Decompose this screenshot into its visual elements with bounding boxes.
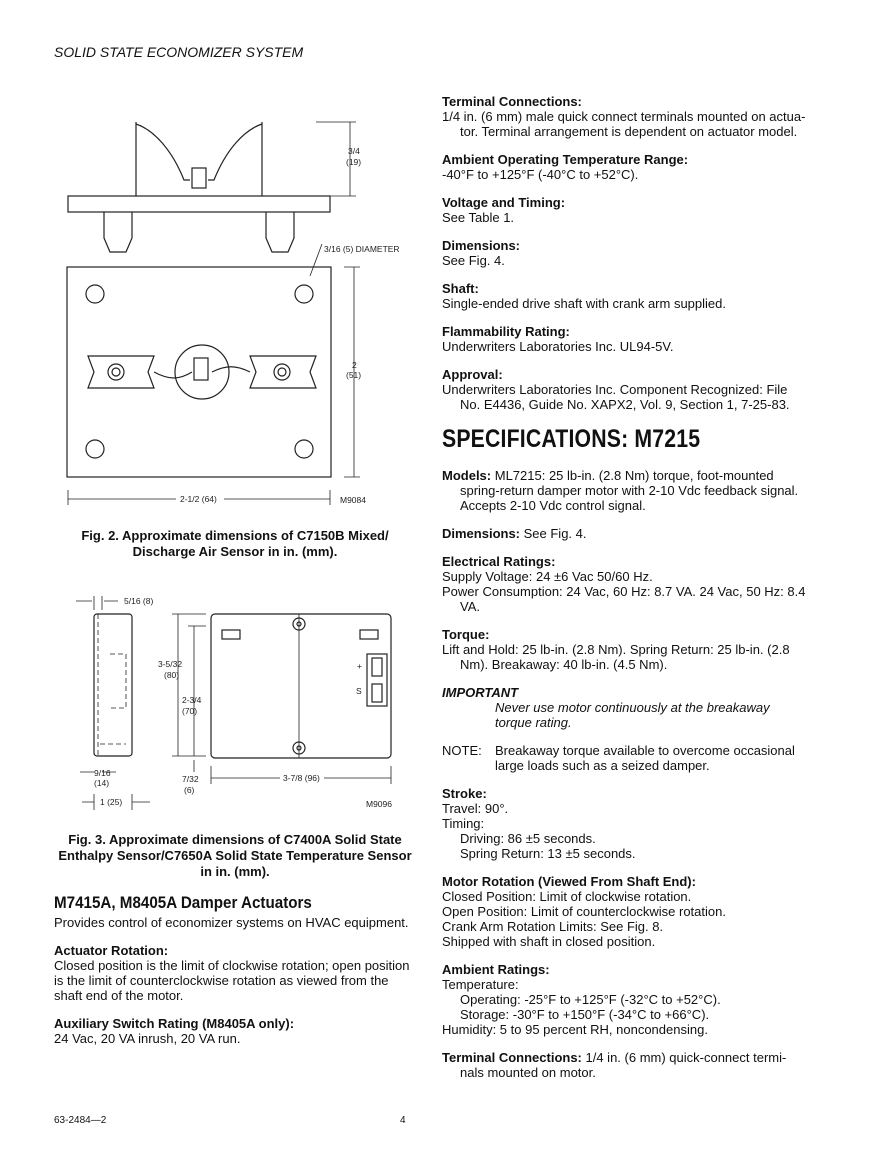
fig3-dim-1: 1 (25) [100, 797, 123, 807]
models-line3: Accepts 2-10 Vdc control signal. [460, 498, 646, 513]
stroke-spring: Spring Return: 13 ±5 seconds. [460, 846, 636, 861]
approval-block [442, 367, 822, 412]
terminal-line1: 1/4 in. (6 mm) male quick connect terminals mounted on actua- [442, 109, 806, 124]
aux-switch-title: Auxiliary Switch Rating (M8405A only): [54, 1016, 295, 1031]
torque-title: Torque: [442, 627, 490, 642]
actuator-rotation-line1: Closed position is the limit of clockwise rotation; open position [54, 958, 410, 973]
fig2-caption [54, 528, 416, 560]
approval-line2: No. E4436, Guide No. XAPX2, Vol. 9, Section 1, 7-25-83. [460, 397, 790, 412]
torque-line2: Nm). Breakaway: 40 lb-in. (4.5 Nm). [460, 657, 668, 672]
important-line1: Never use motor continuously at the breakaway [495, 700, 770, 715]
actuator-rotation-block [54, 943, 416, 1003]
fig3-code: M9096 [366, 799, 392, 809]
electrical-line3: VA. [460, 599, 480, 614]
dimensions2-label: Dimensions: [442, 526, 521, 541]
fig3-dim-3-5-32: 3-5/32 [158, 659, 183, 669]
ambient-ratings-temp: Temperature: [442, 977, 519, 992]
fig2-caption-line1: Fig. 2. Approximate dimensions of C7150B Mixed/ [81, 528, 389, 543]
terminal2-block [442, 1050, 822, 1080]
voltage-block [442, 195, 822, 225]
fig3-dim-5-16: 5/16 (8) [124, 596, 154, 606]
note-label: NOTE: [442, 743, 482, 758]
dimensions2-block [442, 526, 822, 541]
ambient-text: -40°F to +125°F (-40°C to +52°C). [442, 167, 639, 182]
fig2-diagram [54, 110, 416, 510]
ambient-ratings-block [442, 962, 822, 1037]
fig3-dim-7-32: 7/32 [182, 774, 199, 784]
section-title-actuators: M7415A, M8405A Damper Actuators [54, 894, 312, 912]
motor-rotation-line2: Open Position: Limit of counterclockwise rotation. [442, 904, 726, 919]
torque-line1: Lift and Hold: 25 lb-in. (2.8 Nm). Spring Return: 25 lb-in. (2.8 [442, 642, 790, 657]
fig3-caption [54, 832, 416, 880]
aux-switch-block [54, 1016, 416, 1046]
fig2-dim-top-mm: (19) [346, 157, 362, 167]
fig3-dim-3-7-8: 3-7/8 (96) [283, 773, 320, 783]
fig3-caption-line2: Enthalpy Sensor/C7650A Solid State Temperature Sensor [58, 848, 412, 863]
fig2-code: M9084 [340, 495, 366, 505]
motor-rotation-block [442, 874, 822, 949]
flammability-title: Flammability Rating: [442, 324, 570, 339]
actuator-rotation-line2: is the limit of counterclockwise rotation as viewed from the [54, 973, 389, 988]
approval-line1: Underwriters Laboratories Inc. Component Recognized: File [442, 382, 788, 397]
fig3-dim-9-16-mm: (14) [94, 778, 110, 788]
dimensions-title: Dimensions: [442, 238, 521, 253]
terminal-title: Terminal Connections: [442, 94, 582, 109]
fig2-dim-top: 3/4 [348, 146, 360, 156]
specifications-heading: SPECIFICATIONS: M7215 [442, 425, 701, 453]
right-column [442, 94, 822, 1093]
shaft-title: Shaft: [442, 281, 479, 296]
electrical-title: Electrical Ratings: [442, 554, 556, 569]
flammability-block [442, 324, 822, 354]
running-header: SOLID STATE ECONOMIZER SYSTEM [54, 44, 304, 60]
important-label: IMPORTANT [442, 685, 519, 700]
electrical-line2: Power Consumption: 24 Vac, 60 Hz: 8.7 VA. 24 Vac, 50 Hz: 8.4 [442, 584, 806, 599]
terminal2-label: Terminal Connections: [442, 1050, 582, 1065]
electrical-line1: Supply Voltage: 24 ±6 Vac 50/60 Hz. [442, 569, 653, 584]
motor-rotation-line3: Crank Arm Rotation Limits: See Fig. 8. [442, 919, 664, 934]
note-block [442, 743, 822, 773]
ambient-ratings-storage: Storage: -30°F to +150°F (-34°C to +66°C). [460, 1007, 710, 1022]
dimensions-text: See Fig. 4. [442, 253, 505, 268]
page-number: 4 [400, 1115, 406, 1126]
shaft-block [442, 281, 822, 311]
aux-switch-text: 24 Vac, 20 VA inrush, 20 VA run. [54, 1031, 241, 1046]
voltage-text: See Table 1. [442, 210, 515, 225]
ambient-ratings-operating: Operating: -25°F to +125°F (-32°C to +52°C). [460, 992, 721, 1007]
terminal-block [442, 94, 822, 139]
fig2-caption-line2: Discharge Air Sensor in in. (mm). [132, 544, 338, 559]
stroke-travel: Travel: 90°. [442, 801, 509, 816]
ambient-block [442, 152, 822, 182]
stroke-timing: Timing: [442, 816, 485, 831]
terminal2-line1: 1/4 in. (6 mm) quick-connect termi- [581, 1050, 787, 1065]
fig3-caption-line1: Fig. 3. Approximate dimensions of C7400A Solid State [68, 832, 402, 847]
ambient-title: Ambient Operating Temperature Range: [442, 152, 689, 167]
fig2-dim-hole: 3/16 (5) DIAMETER [324, 244, 400, 254]
flammability-text: Underwriters Laboratories Inc. UL94-5V. [442, 339, 674, 354]
shaft-text: Single-ended drive shaft with crank arm supplied. [442, 296, 726, 311]
ambient-ratings-title: Ambient Ratings: [442, 962, 550, 977]
stroke-driving: Driving: 86 ±5 seconds. [460, 831, 596, 846]
approval-title: Approval: [442, 367, 503, 382]
left-column-text [54, 894, 416, 1059]
motor-rotation-title: Motor Rotation (Viewed From Shaft End): [442, 874, 696, 889]
ambient-ratings-humidity: Humidity: 5 to 95 percent RH, noncondensing. [442, 1022, 708, 1037]
motor-rotation-line4: Shipped with shaft in closed position. [442, 934, 656, 949]
fig2-dim-height: 2 [352, 360, 357, 370]
fig3-dim-2-3-4: 2-3/4 [182, 695, 202, 705]
electrical-block [442, 554, 822, 614]
models-line1: ML7215: 25 lb-in. (2.8 Nm) torque, foot-mounted [491, 468, 774, 483]
actuator-rotation-line3: shaft end of the motor. [54, 988, 184, 1003]
actuator-rotation-title: Actuator Rotation: [54, 943, 169, 958]
important-line2: torque rating. [495, 715, 572, 730]
fig3-dim-3-5-32-mm: (80) [164, 670, 180, 680]
models-line2: spring-return damper motor with 2-10 Vdc feedback signal. [460, 483, 799, 498]
fig3-diagram [54, 590, 416, 820]
torque-block [442, 627, 822, 672]
models-block [442, 468, 822, 513]
dimensions2-text: See Fig. 4. [520, 526, 587, 541]
fig3-plus-label: + [357, 661, 362, 671]
fig3-dim-7-32-mm: (6) [184, 785, 195, 795]
stroke-block [442, 786, 822, 861]
fig2-dim-width: 2-1/2 (64) [180, 494, 217, 504]
note-line1: Breakaway torque available to overcome occasional [495, 743, 795, 758]
important-block [442, 685, 822, 730]
fig3-dim-2-3-4-mm: (70) [182, 706, 198, 716]
fig2-dim-height-mm: (51) [346, 370, 362, 380]
motor-rotation-line1: Closed Position: Limit of clockwise rotation. [442, 889, 692, 904]
fig3-s-label: S [356, 686, 362, 696]
models-label: Models: [442, 468, 492, 483]
fig3-dim-9-16: 9/16 [94, 768, 111, 778]
dimensions-block [442, 238, 822, 268]
note-line2: large loads such as a seized damper. [495, 758, 710, 773]
stroke-title: Stroke: [442, 786, 487, 801]
terminal2-line2: nals mounted on motor. [460, 1065, 596, 1080]
voltage-title: Voltage and Timing: [442, 195, 566, 210]
terminal-line2: tor. Terminal arrangement is dependent on actuator model. [460, 124, 798, 139]
document-number: 63-2484—2 [54, 1115, 107, 1126]
actuators-intro: Provides control of economizer systems on HVAC equipment. [54, 915, 409, 930]
fig3-caption-line3: in in. (mm). [200, 864, 270, 879]
